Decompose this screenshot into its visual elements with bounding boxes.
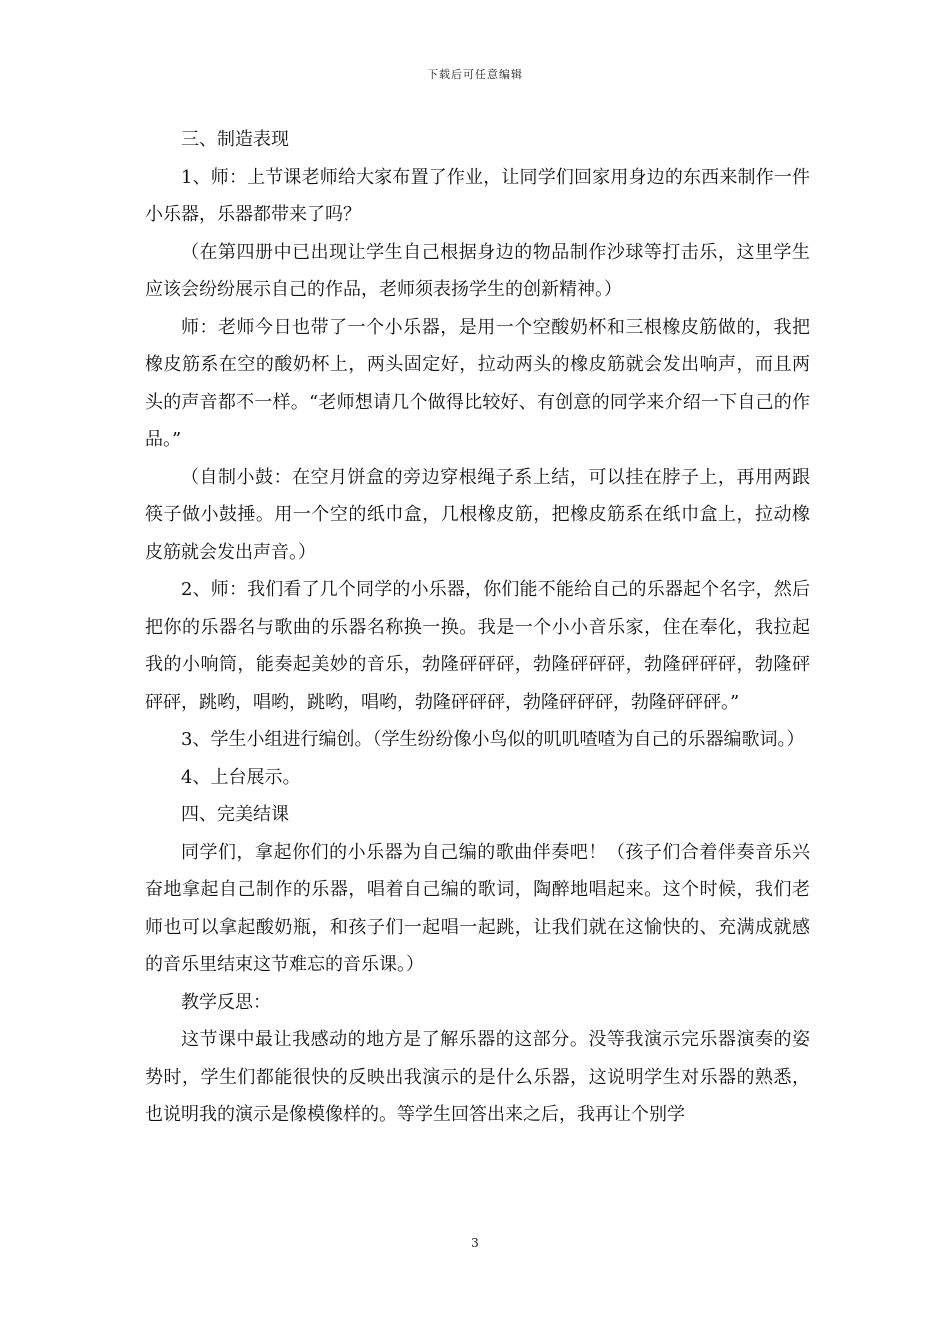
page-header: 下载后可任意编辑 — [427, 68, 523, 81]
paragraph-group-creation: 3、学生小组进行编创。（学生纷纷像小鸟似的叽叽喳喳为自己的乐器编歌词。） — [181, 729, 805, 750]
document-body — [145, 121, 810, 1134]
section-heading-reflection: 教学反思： — [181, 991, 271, 1013]
paragraph-teacher-naming: 2、师：我们看了几个同学的小乐器，你们能不能给自己的乐器起个名字，然后把你的乐器名与歌曲的乐器名称换一换。我是一个小小音乐家，住在奉化，我拉起我的小响筒，能奏起美妙的音乐，勃隆砰砰砰，勃隆砰砰砰，勃隆砰砰砰，勃隆砰砰砰，跳哟，唱哟，跳哟，唱哟，勃隆砰砰砰，勃隆砰砰砰，勃隆砰砰砰。” — [145, 579, 810, 713]
paragraph-reflection: 这节课中最让我感动的地方是了解乐器的这部分。没等我演示完乐器演奏的姿势时，学生们都能很快的反映出我演示的是什么乐器，这说明学生对乐器的熟悉，也说明我的演示是像模像样的。等学生回答出来之后，我再让个别学 — [145, 1029, 810, 1125]
paragraph-teacher-homework: 1、师：上节课老师给大家布置了作业，让同学们回家用身边的东西来制作一件小乐器，乐器都带来了吗？ — [145, 166, 810, 225]
paragraph-stage-show: 4、上台展示。 — [181, 766, 301, 788]
paragraph-teacher-instrument: 师：老师今日也带了一个小乐器，是用一个空酸奶杯和三根橡皮筋做的，我把橡皮筋系在空的酸奶杯上，两头固定好，拉动两头的橡皮筋就会发出响声，而且两头的声音都不一样。“老师想请几个做得比较好、有创意的同学来介绍一下自己的作品。” — [145, 316, 810, 450]
paragraph-note-students-show: （在第四册中已出现让学生自己根据身边的物品制作沙球等打击乐，这里学生应该会纷纷展示自己的作品，老师须表扬学生的创新精神。） — [145, 241, 810, 300]
section-heading-create: 三、制造表现 — [181, 129, 289, 150]
page-number: 3 — [471, 1236, 479, 1250]
paragraph-note-homemade-drum: （自制小鼓：在空月饼盒的旁边穿根绳子系上结，可以挂在脖子上，再用两跟筷子做小鼓捶。用一个空的纸巾盒，几根橡皮筋，把橡皮筋系在纸巾盒上，拉动橡皮筋就会发出声音。） — [145, 466, 810, 563]
paragraph-ending-activity: 同学们，拿起你们的小乐器为自己编的歌曲伴奏吧！（孩子们合着伴奏音乐兴奋地拿起自己制作的乐器，唱着自己编的歌词，陶醉地唱起来。这个时候，我们老师也可以拿起酸奶瓶，和孩子们一起唱一起跳，让我们就在这愉快的、充满成就感的音乐里结束这节难忘的音乐课。） — [145, 841, 810, 975]
section-heading-ending: 四、完美结课 — [181, 804, 289, 825]
